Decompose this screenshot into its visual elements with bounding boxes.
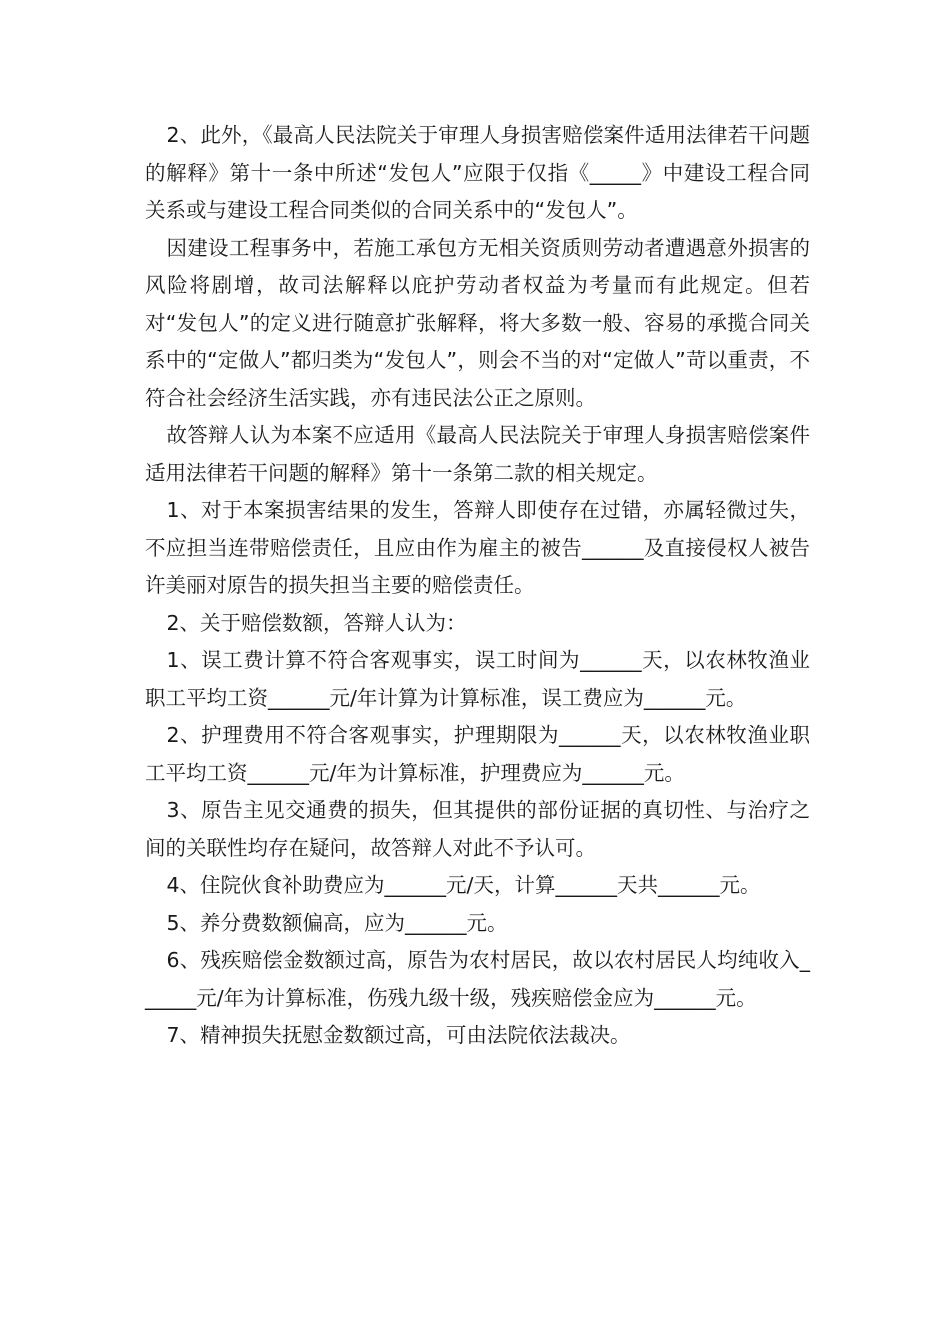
paragraph-mental-damages: 7、精神损失抚慰金数额过高，可由法院依法裁决。 — [166, 1023, 631, 1047]
paragraph-nutrition-fee: 5、养分费数额偏高，应为______元。 — [166, 910, 508, 935]
paragraph-disability-compensation: 6、残疾赔偿金数额过高，原告为农村居民，故以农村居民人均纯收入______元/年为计算标准，伤残九级十级，残疾赔偿金应为______元。 — [145, 948, 810, 1010]
paragraph-judicial-rationale: 因建设工程事务中，若施工承包方无相关资质则劳动者遭遇意外损害的风险将剧增，故司法解释以庇护劳动者权益为考量而有此规定。但若对“发包人”的定义进行随意扩张解释，将大多数一般、容易的承揽合同关系中的“定做人”都归类为“发包人”，则会不当的对“定做人”苛以重责，不符合社会经济生活实践，亦有违民法公正之原则。 — [145, 235, 810, 410]
paragraph-meal-subsidy: 4、住院伙食补助费应为______元/天，计算______天共______元。 — [166, 873, 761, 897]
paragraph-nursing-fee: 2、护理费用不符合客观事实，护理期限为______天，以农林牧渔业职工平均工资______元/年为计算标准，护理费应为______元。 — [145, 723, 810, 785]
paragraph-transport-fee: 3、原告主见交通费的损失，但其提供的部份证据的真切性、与治疗之间的关联性均存在疑问，故答辩人对此不予认可。 — [145, 798, 810, 860]
paragraph-contractor-definition: 2、此外，《最高人民法院关于审理人身损害赔偿案件适用法律若干问题的解释》第十一条中所述“发包人”应限于仅指《_____》中建设工程合同关系或与建设工程合同类似的合同关系中的“发包人”。 — [145, 123, 810, 222]
paragraph-compensation-heading: 2、关于赔偿数额，答辩人认为： — [166, 610, 467, 635]
document-body — [145, 117, 810, 1055]
paragraph-lost-wages: 1、误工费计算不符合客观事实，误工时间为______天，以农林牧渔业职工平均工资______元/年计算为计算标准，误工费应为______元。 — [145, 648, 810, 710]
paragraph-conclusion: 故答辩人认为本案不应适用《最高人民法院关于审理人身损害赔偿案件适用法律若干问题的解释》第十一条第二款的相关规定。 — [145, 423, 810, 485]
paragraph-fault-liability: 1、对于本案损害结果的发生，答辩人即使存在过错，亦属轻微过失，不应担当连带赔偿责任，且应由作为雇主的被告______及直接侵权人被告许美丽对原告的损失担当主要的赔偿责任。 — [145, 498, 810, 597]
